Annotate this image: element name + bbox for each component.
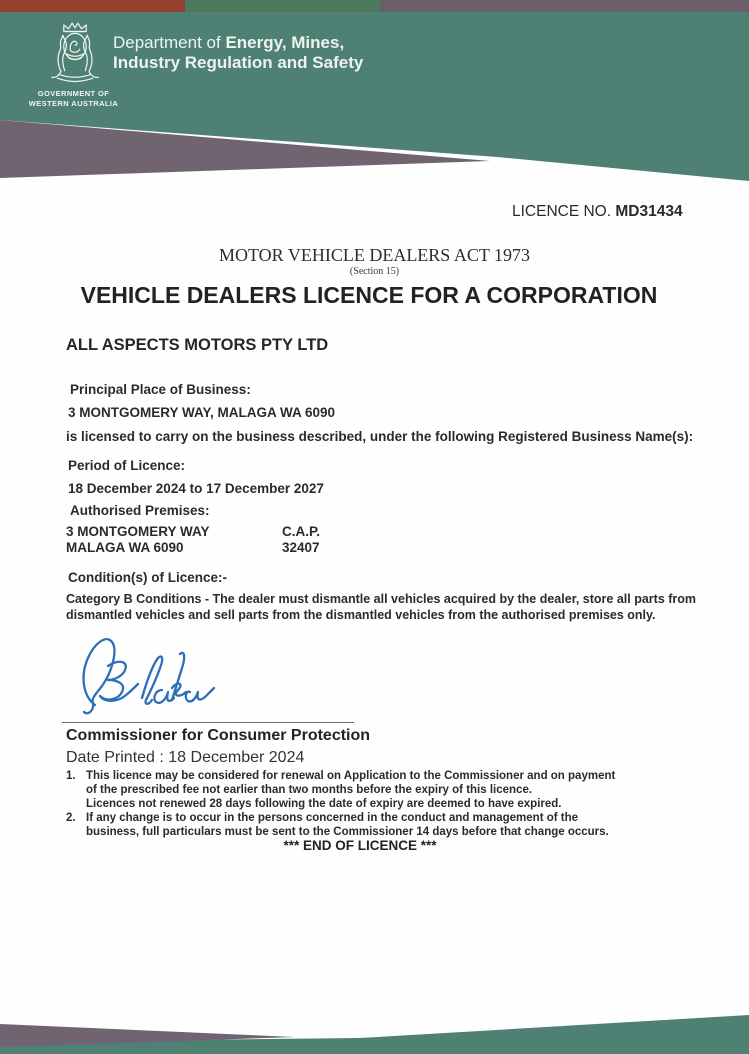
note-1-line3: Licences not renewed 28 days following the date of expiry are deemed to have expired. xyxy=(86,798,562,810)
conditions-text-line2: dismantled vehicles and sell parts from the dismantled vehicles from the authorised premises only. xyxy=(66,607,656,622)
crest-caption-line2: WESTERN AUSTRALIA xyxy=(28,98,119,108)
signature-rule xyxy=(62,722,354,723)
licence-number xyxy=(512,203,683,221)
cap-value: 32407 xyxy=(282,539,320,555)
act-section: (Section 15) xyxy=(349,266,400,277)
company-name: ALL ASPECTS MOTORS PTY LTD xyxy=(66,336,329,354)
premises-address-line2: MALAGA WA 6090 xyxy=(66,539,184,555)
cap-block xyxy=(282,524,320,555)
note-1-number: 1. xyxy=(66,770,76,782)
crest-caption-line1: GOVERNMENT OF xyxy=(37,89,110,98)
note-1-line2: of the prescribed fee not earlier than two months before the expiry of this licence. xyxy=(86,784,533,796)
department-title xyxy=(113,33,363,73)
licence-number-value: MD31434 xyxy=(615,203,683,220)
department-bold1: Energy, Mines, xyxy=(225,33,345,52)
conditions-label: Condition(s) of Licence:- xyxy=(68,570,227,585)
signatory-title: Commissioner for Consumer Protection xyxy=(66,727,371,744)
department-title-line1 xyxy=(113,33,363,53)
header-top-strip xyxy=(0,0,749,12)
department-prefix: Department of xyxy=(113,33,226,52)
note-2-line1: If any change is to occur in the persons concerned in the conduct and management of the xyxy=(86,812,579,824)
signature-image xyxy=(78,628,218,720)
header-stripe-mauve xyxy=(380,0,749,12)
wa-coat-of-arms-icon xyxy=(33,20,117,86)
header-stripe-green xyxy=(185,0,380,12)
note-1-line1: This licence may be considered for renewal on Application to the Commissioner and on payment xyxy=(86,770,616,782)
note-2-text xyxy=(86,811,609,839)
principal-place-value: 3 MONTGOMERY WAY, MALAGA WA 6090 xyxy=(68,405,336,420)
department-title-line2 xyxy=(113,53,363,73)
note-1-text xyxy=(86,769,615,811)
principal-place-label: Principal Place of Business: xyxy=(70,382,251,397)
header-stripe-maroon xyxy=(0,0,185,12)
date-printed: Date Printed : 18 December 2024 xyxy=(66,749,305,766)
department-bold2: Industry Regulation and Safety xyxy=(113,53,364,72)
conditions-text-line1: Category B Conditions - The dealer must dismantle all vehicles acquired by the dealer, store all parts from xyxy=(66,592,697,606)
act-title: MOTOR VEHICLE DEALERS ACT 1973 xyxy=(218,245,531,265)
period-label: Period of Licence: xyxy=(68,458,186,473)
crest-caption xyxy=(6,89,141,108)
cap-label: C.A.P. xyxy=(282,524,321,539)
conditions-text xyxy=(66,592,696,623)
document-title: VEHICLE DEALERS LICENCE FOR A CORPORATION xyxy=(80,282,658,308)
licence-number-label: LICENCE NO. xyxy=(512,203,612,220)
period-value: 18 December 2024 to 17 December 2027 xyxy=(68,481,324,496)
premises-address-line1: 3 MONTGOMERY WAY xyxy=(66,524,210,539)
note-2-line2: business, full particulars must be sent to the Commissioner 14 days before that change occurs. xyxy=(86,826,609,838)
licensed-statement: is licensed to carry on the business described, under the following Registered Business Name(s): xyxy=(66,429,694,444)
note-2-number: 2. xyxy=(66,812,76,824)
end-of-licence-marker: *** END OF LICENCE *** xyxy=(283,838,437,853)
premises-label: Authorised Premises: xyxy=(70,503,210,518)
premises-address xyxy=(66,524,210,555)
